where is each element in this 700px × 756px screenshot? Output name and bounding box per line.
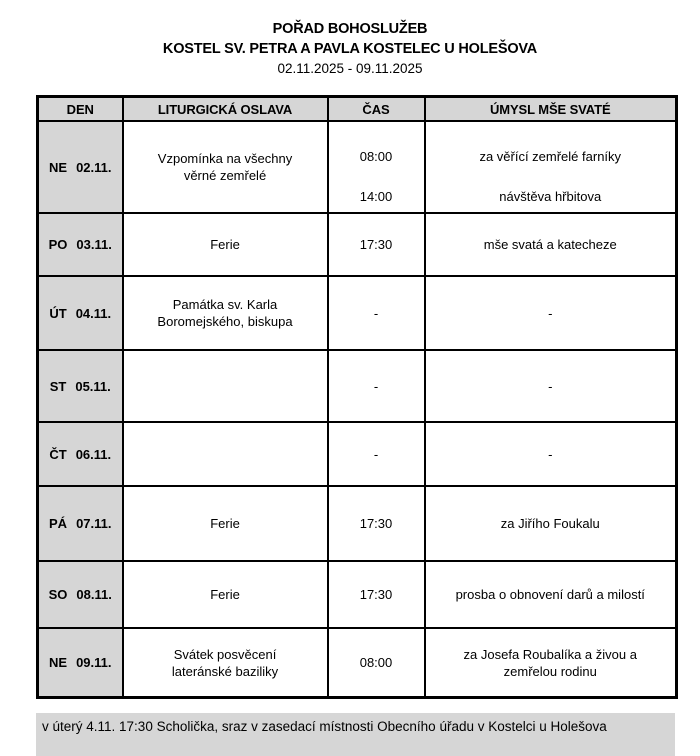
celebration-cell <box>123 121 328 213</box>
schedule-table <box>36 95 678 699</box>
celebration-cell <box>123 628 328 698</box>
time-cell: - <box>328 422 425 486</box>
col-header-umysl: ÚMYSL MŠE SVATÉ <box>425 97 677 122</box>
header-row <box>38 97 677 122</box>
celebration-text: Památka sv. Karla Boromejského, biskupa <box>157 297 293 329</box>
footer-note-band <box>36 713 675 756</box>
day-abbrev: NE <box>49 159 68 175</box>
day-cell <box>38 213 123 276</box>
intention-text: - <box>548 305 553 321</box>
time-cell: 17:30 <box>328 486 425 561</box>
day-abbrev: NE <box>49 655 68 670</box>
day-date: 06.11. <box>75 446 112 462</box>
day-abbrev: ČT <box>49 446 67 462</box>
col-header-den: DEN <box>38 97 123 122</box>
day-abbrev: ÚT <box>49 305 67 321</box>
col-header-liturgicka-oslava: LITURGICKÁ OSLAVA <box>123 97 328 122</box>
celebration-text: Ferie <box>210 237 240 252</box>
celebration-text: Ferie <box>210 516 240 531</box>
day-cell <box>38 350 123 422</box>
intention-text: mše svatá a katecheze <box>483 237 617 252</box>
intention-cell <box>425 121 677 213</box>
day-cell <box>38 561 123 628</box>
day-date: 07.11. <box>76 516 112 531</box>
time-entry: 14:00 <box>359 189 393 204</box>
celebration-cell <box>123 561 328 628</box>
time-cell: - <box>328 276 425 350</box>
intention-cell <box>425 628 677 698</box>
title-block <box>0 0 700 79</box>
intention-text: - <box>548 446 553 462</box>
day-date: 05.11. <box>75 378 111 394</box>
intention-entry: za věřící zemřelé farníky <box>479 149 622 164</box>
day-date: 02.11. <box>76 159 112 175</box>
schedule-row-ut-04-11 <box>38 276 677 350</box>
intention-cell <box>425 213 677 276</box>
celebration-cell <box>123 486 328 561</box>
celebration-text: Vzpomínka na všechny věrné zemřelé <box>157 151 293 183</box>
intention-cell <box>425 486 677 561</box>
page-subtitle: KOSTEL SV. PETRA A PAVLA KOSTELEC U HOLEŠOVA <box>162 41 538 57</box>
col-header-cas: ČAS <box>328 97 425 122</box>
day-date: 09.11. <box>76 655 112 670</box>
intention-cell <box>425 276 677 350</box>
celebration-cell <box>123 350 328 422</box>
celebration-cell <box>123 276 328 350</box>
time-cell: 08:00 <box>328 628 425 698</box>
day-cell <box>38 628 123 698</box>
schedule-row-so-08-11 <box>38 561 677 628</box>
day-abbrev: SO <box>48 587 68 602</box>
intention-cell <box>425 350 677 422</box>
day-date: 04.11. <box>75 305 112 321</box>
day-cell <box>38 422 123 486</box>
intention-cell <box>425 561 677 628</box>
intention-text: za Jiřího Foukalu <box>500 516 600 531</box>
schedule-row-st-05-11 <box>38 350 677 422</box>
schedule-row-ne-02-11 <box>38 121 677 213</box>
footer-note: v úterý 4.11. 17:30 Scholička, sraz v zasedací místnosti Obecního úřadu v Kostelci u Holešova <box>42 719 607 734</box>
schedule-row-po-03-11 <box>38 213 677 276</box>
time-cell: - <box>328 350 425 422</box>
intention-cell <box>425 422 677 486</box>
page-title: POŘAD BOHOSLUŽEB <box>272 21 428 37</box>
day-abbrev: ST <box>49 378 67 394</box>
intention-entry: návštěva hřbitova <box>499 189 602 204</box>
celebration-cell <box>123 422 328 486</box>
intention-text: prosba o obnovení darů a milostí <box>455 587 645 602</box>
date-range: 02.11.2025 - 09.11.2025 <box>277 61 423 76</box>
celebration-cell <box>123 213 328 276</box>
intention-text: za Josefa Roubalíka a živou a zemřelou rodinu <box>463 646 637 679</box>
schedule-row-ct-06-11 <box>38 422 677 486</box>
time-entry: 08:00 <box>359 149 393 164</box>
celebration-text: Ferie <box>210 587 240 602</box>
schedule-row-ne-09-11 <box>38 628 677 698</box>
day-date: 03.11. <box>76 237 112 252</box>
day-abbrev: PÁ <box>49 516 68 531</box>
day-cell <box>38 486 123 561</box>
time-cell: 17:30 <box>328 213 425 276</box>
intention-text: - <box>548 378 553 394</box>
time-cell: 17:30 <box>328 561 425 628</box>
day-cell <box>38 121 123 213</box>
schedule-row-pa-07-11 <box>38 486 677 561</box>
day-cell <box>38 276 123 350</box>
day-abbrev: PO <box>48 237 68 252</box>
celebration-text: Svátek posvěcení lateránské baziliky <box>171 646 279 679</box>
day-date: 08.11. <box>76 587 112 602</box>
time-cell <box>328 121 425 213</box>
